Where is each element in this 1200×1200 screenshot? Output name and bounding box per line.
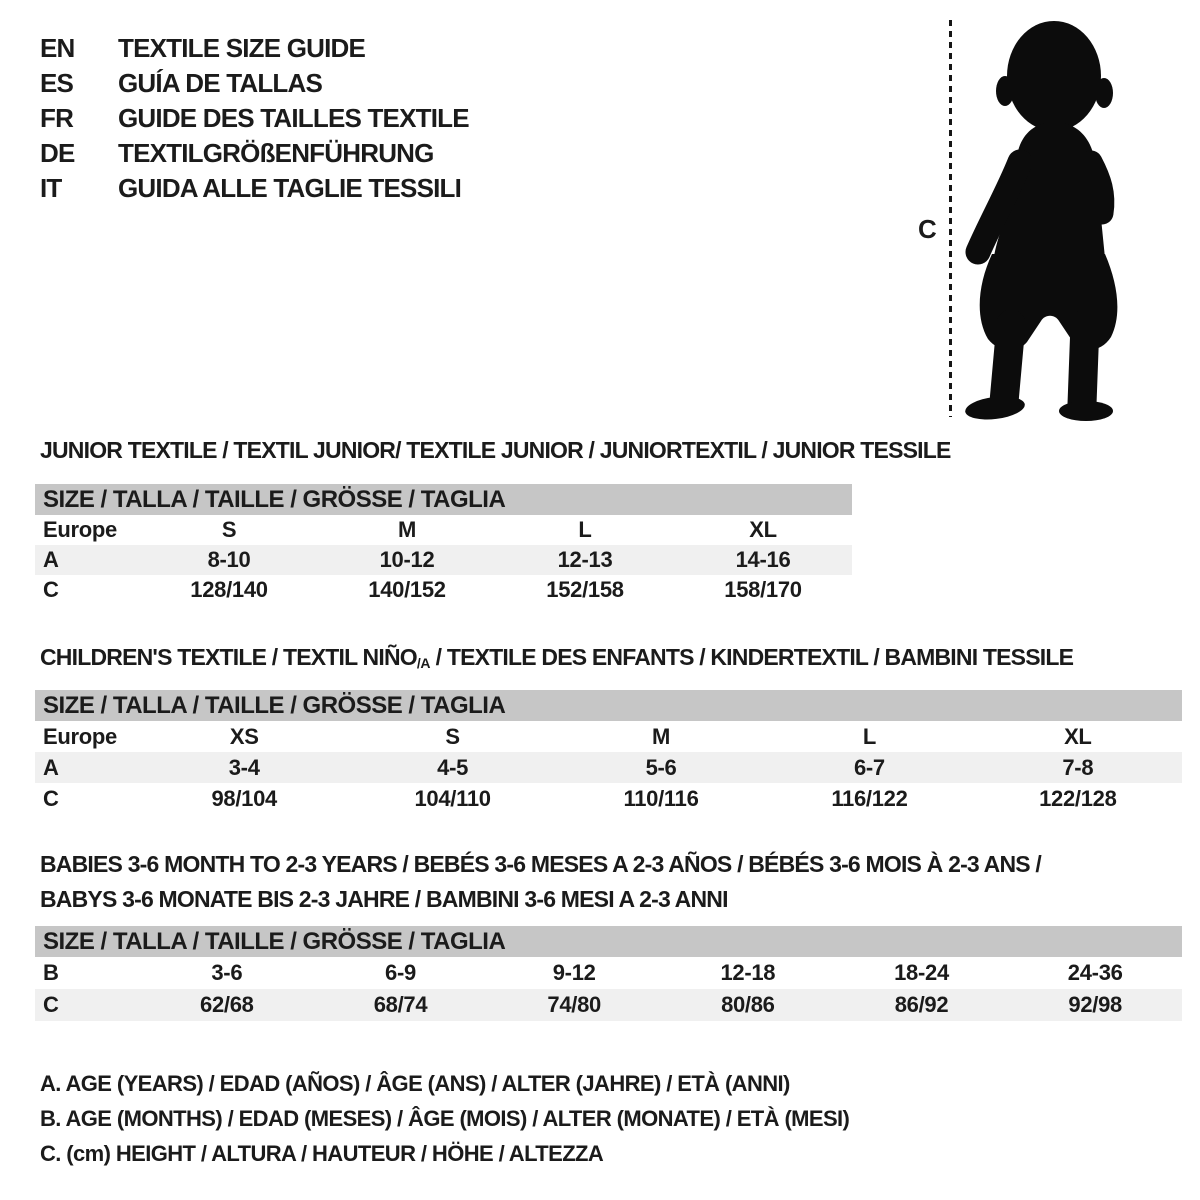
table-row [35,752,1182,783]
table-cell: 9-12 [552,960,596,985]
baby-silhouette-icon [958,16,1143,426]
language-list [40,31,469,206]
language-code: EN [40,33,75,63]
language-code: DE [40,138,75,168]
language-row-en [40,31,469,66]
row-label: C [43,786,59,811]
table-cell: 68/74 [373,992,428,1017]
table-cell: 158/170 [724,577,802,602]
table-cell: 140/152 [368,577,446,602]
children-size-table [35,690,1182,814]
table-cell: 6-7 [853,755,885,780]
language-label: GUIDA ALLE TAGLIE TESSILI [118,173,462,203]
junior-section-title: JUNIOR TEXTILE / TEXTIL JUNIOR/ TEXTILE JUNIOR / JUNIORTEXTIL / JUNIOR TESSILE [40,437,951,463]
table-row [35,721,1182,752]
children-section-title [40,644,1073,674]
table-cell: 98/104 [211,786,277,811]
height-measure-label: C [918,214,937,244]
junior-size-table [35,484,852,605]
legend-age-months: B. AGE (MONTHS) / EDAD (MESES) / ÂGE (MOIS) / ALTER (MONATE) / ETÀ (MESI) [40,1106,850,1131]
language-row-es [40,66,469,101]
legend-height: C. (cm) HEIGHT / ALTURA / HAUTEUR / HÖHE / ALTEZZA [40,1141,604,1166]
table-cell: XL [749,517,777,542]
row-label: C [43,992,59,1017]
legend [40,1066,849,1171]
babies-section-title-line1: BABIES 3-6 MONTH TO 2-3 YEARS / BEBÉS 3-6 MESES A 2-3 AÑOS / BÉBÉS 3-6 MOIS À 2-3 ANS / [40,851,1042,877]
table-cell: 128/140 [190,577,268,602]
language-code: FR [40,103,74,133]
table-cell: 92/98 [1068,992,1122,1017]
table-cell: 152/158 [546,577,624,602]
row-label: Europe [43,724,117,749]
table-cell: S [445,724,460,749]
babies-size-table [35,926,1182,1021]
table-cell: 18-24 [894,960,949,985]
language-code: ES [40,68,74,98]
table-row [35,515,852,545]
table-cell: XL [1064,724,1092,749]
children-title-text: / TEXTILE DES ENFANTS / KINDERTEXTIL / BAMBINI TESSILE [430,644,1074,670]
row-label: C [43,577,59,602]
language-label: GUIDE DES TAILLES TEXTILE [118,103,469,133]
table-cell: 122/128 [1039,786,1117,811]
table-cell: 10-12 [379,547,435,572]
language-label: TEXTILGRÖßENFÜHRUNG [118,138,434,168]
table-cell: L [862,724,876,749]
table-cell: M [397,517,417,542]
table-cell: 14-16 [735,547,791,572]
table-cell: S [221,517,237,542]
size-header-band: SIZE / TALLA / TAILLE / GRÖSSE / TAGLIA [35,484,852,515]
children-title-text: CHILDREN'S TEXTILE / TEXTIL NIÑO [40,644,417,670]
language-row-de [40,136,469,171]
table-cell: 4-5 [437,755,469,780]
table-cell: M [652,724,671,749]
table-cell: XS [229,724,259,749]
table-row [35,783,1182,814]
language-row-it [40,171,469,206]
table-cell: 24-36 [1067,960,1123,985]
table-cell: 8-10 [207,547,251,572]
table-cell: 12-18 [720,960,776,985]
table-cell: 110/116 [623,786,699,811]
table-cell: 74/80 [547,992,601,1017]
table-cell: 116/122 [831,786,908,811]
table-cell: 5-6 [645,755,677,780]
row-label: A [43,755,59,780]
table-cell: 7-8 [1062,755,1094,780]
size-header-band: SIZE / TALLA / TAILLE / GRÖSSE / TAGLIA [35,690,1182,721]
row-label: B [43,960,59,985]
language-row-fr [40,101,469,136]
legend-age-years: A. AGE (YEARS) / EDAD (AÑOS) / ÂGE (ANS) / ALTER (JAHRE) / ETÀ (ANNI) [40,1071,790,1096]
table-cell: 80/86 [721,992,775,1017]
size-header-band: SIZE / TALLA / TAILLE / GRÖSSE / TAGLIA [35,926,1182,957]
table-cell: L [578,517,592,542]
table-cell: 3-6 [211,960,243,985]
table-cell: 86/92 [894,992,949,1017]
language-label: GUÍA DE TALLAS [118,68,323,98]
table-row [35,575,852,605]
height-measure-line [949,20,952,417]
language-code: IT [40,173,62,203]
children-title-subscript: /A [416,655,431,671]
table-row [35,989,1182,1021]
language-label: TEXTILE SIZE GUIDE [118,33,366,63]
row-label: A [43,547,59,572]
table-row [35,957,1182,989]
table-cell: 104/110 [414,786,491,811]
table-cell: 12-13 [557,547,613,572]
table-row [35,545,852,575]
table-cell: 3-4 [228,755,260,780]
row-label: Europe [43,517,117,542]
table-cell: 62/68 [200,992,254,1017]
table-cell: 6-9 [385,960,416,985]
babies-section-title-line2: BABYS 3-6 MONATE BIS 2-3 JAHRE / BAMBINI 3-6 MESI A 2-3 ANNI [40,886,728,912]
